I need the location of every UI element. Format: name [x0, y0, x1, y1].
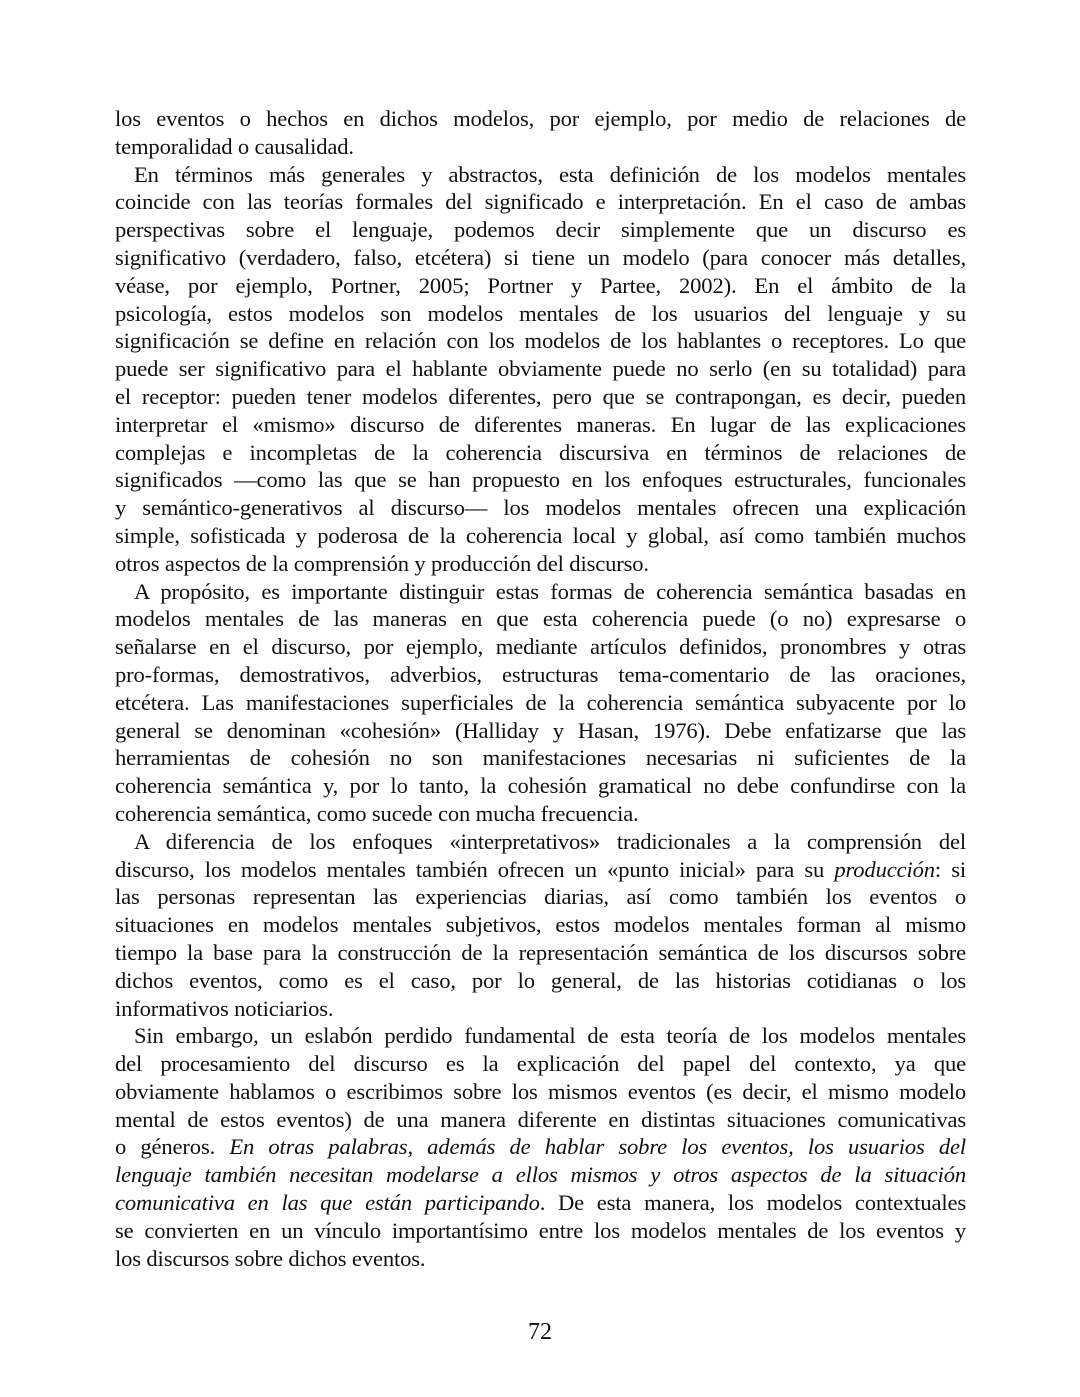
italic-term: producción — [834, 856, 935, 882]
paragraph-continuation — [115, 105, 966, 161]
text-line: A diferencia de los enfoques «interpretativos» tradicionales a la comprensión del — [134, 828, 966, 854]
text-line: se convierten en un vínculo importantísimo entre los modelos mentales de los eventos y — [115, 1217, 966, 1243]
text-line: tiempo la base para la construcción de la representación semántica de los discursos sobre — [115, 939, 966, 965]
text-line-mixed — [115, 856, 966, 884]
text-run: : si — [934, 856, 966, 882]
text-line: informativos noticiarios. — [115, 995, 334, 1021]
text-line: del procesamiento del discurso es la explicación del papel del contexto, ya que — [115, 1051, 966, 1077]
text-line: los discursos sobre dichos eventos. — [115, 1245, 426, 1271]
text-line: coherencia semántica y, por lo tanto, la cohesión gramatical no debe confundirse con la — [115, 773, 966, 799]
paragraph-cohesion — [115, 578, 966, 828]
text-line: simple, sofisticada y poderosa de la coherencia local y global, así como también muchos — [115, 522, 966, 548]
text-line: los eventos o hechos en dichos modelos, por ejemplo, por medio de relaciones de — [115, 106, 966, 131]
text-line: el receptor: pueden tener modelos diferentes, pero que se contrapongan, es decir, pueden — [115, 383, 966, 409]
text-line: mental de estos eventos) de una manera diferente en distintas situaciones comunicativas — [115, 1106, 966, 1132]
text-line: otros aspectos de la comprensión y producción del discurso. — [115, 550, 649, 576]
text-line: complejas e incompletas de la coherencia discursiva en términos de relaciones de — [115, 439, 966, 465]
text-line: pro-formas, demostrativos, adverbios, estructuras tema-comentario de las oraciones, — [115, 661, 966, 687]
text-line-mixed — [115, 1189, 966, 1217]
text-line: temporalidad o causalidad. — [115, 133, 354, 159]
paragraph-context-models — [115, 1022, 966, 1272]
italic-emphasis: lenguaje también necesitan modelarse a ellos mismos y otros aspectos de la situación — [115, 1162, 966, 1188]
text-line: perspectivas sobre el lenguaje, podemos decir simplemente que un discurso es — [115, 217, 966, 243]
text-line: interpretar el «mismo» discurso de diferentes maneras. En lugar de las explicaciones — [115, 411, 966, 437]
text-line: herramientas de cohesión no son manifestaciones necesarias ni suficientes de la — [115, 745, 966, 771]
text-line: significados —como las que se han propuesto en los enfoques estructurales, funcionales — [115, 467, 966, 493]
text-line: las personas representan las experiencias diarias, así como también los eventos o — [115, 884, 966, 910]
text-line: coincide con las teorías formales del significado e interpretación. En el caso de ambas — [115, 189, 966, 215]
text-line: obviamente hablamos o escribimos sobre los mismos eventos (es decir, el mismo modelo — [115, 1078, 966, 1104]
page-number: 72 — [528, 1319, 552, 1345]
text-run: o géneros. — [115, 1134, 230, 1160]
text-line: Sin embargo, un eslabón perdido fundamental de esta teoría de los modelos mentales — [134, 1023, 966, 1049]
text-line-mixed — [115, 1133, 966, 1161]
text-line: y semántico-generativos al discurso— los modelos mentales ofrecen una explicación — [115, 495, 966, 521]
text-line: psicología, estos modelos son modelos mentales de los usuarios del lenguaje y su — [115, 300, 966, 326]
text-line: significativo (verdadero, falso, etcétera) si tiene un modelo (para conocer más detalles, — [115, 244, 966, 270]
text-line: modelos mentales de las maneras en que esta coherencia puede (o no) expresarse o — [115, 606, 966, 632]
text-line: coherencia semántica, como sucede con mucha frecuencia. — [115, 800, 639, 826]
text-line-mixed — [115, 1161, 966, 1189]
text-line: situaciones en modelos mentales subjetivos, estos modelos mentales forman al mismo — [115, 912, 966, 938]
text-line: etcétera. Las manifestaciones superficiales de la coherencia semántica subyacente por lo — [115, 689, 966, 715]
text-line: señalarse en el discurso, por ejemplo, mediante artículos definidos, pronombres y otras — [115, 634, 966, 660]
paragraph-mental-models-definition — [115, 161, 966, 578]
paragraph-production — [115, 828, 966, 1023]
text-line: general se denominan «cohesión» (Halliday y Hasan, 1976). Debe enfatizarse que las — [115, 717, 966, 743]
text-line: puede ser significativo para el hablante obviamente puede no serlo (en su totalidad) para — [115, 356, 966, 382]
italic-emphasis: comunicativa en las que están participando — [115, 1190, 540, 1216]
text-run: discurso, los modelos mentales también ofrecen un «punto inicial» para su — [115, 856, 835, 882]
text-line: A propósito, es importante distinguir estas formas de coherencia semántica basadas en — [134, 578, 966, 604]
text-line: dichos eventos, como es el caso, por lo general, de las historias cotidianas o los — [115, 967, 966, 993]
text-run: . De esta manera, los modelos contextuales — [539, 1190, 966, 1216]
document-page — [115, 105, 966, 1272]
italic-emphasis: En otras palabras, además de hablar sobre los eventos, los usuarios del — [229, 1134, 966, 1160]
text-line: En términos más generales y abstractos, esta definición de los modelos mentales — [134, 161, 966, 187]
text-line: significación se define en relación con los modelos de los hablantes o receptores. Lo que — [115, 328, 966, 354]
text-line: véase, por ejemplo, Portner, 2005; Portner y Partee, 2002). En el ámbito de la — [115, 272, 966, 298]
